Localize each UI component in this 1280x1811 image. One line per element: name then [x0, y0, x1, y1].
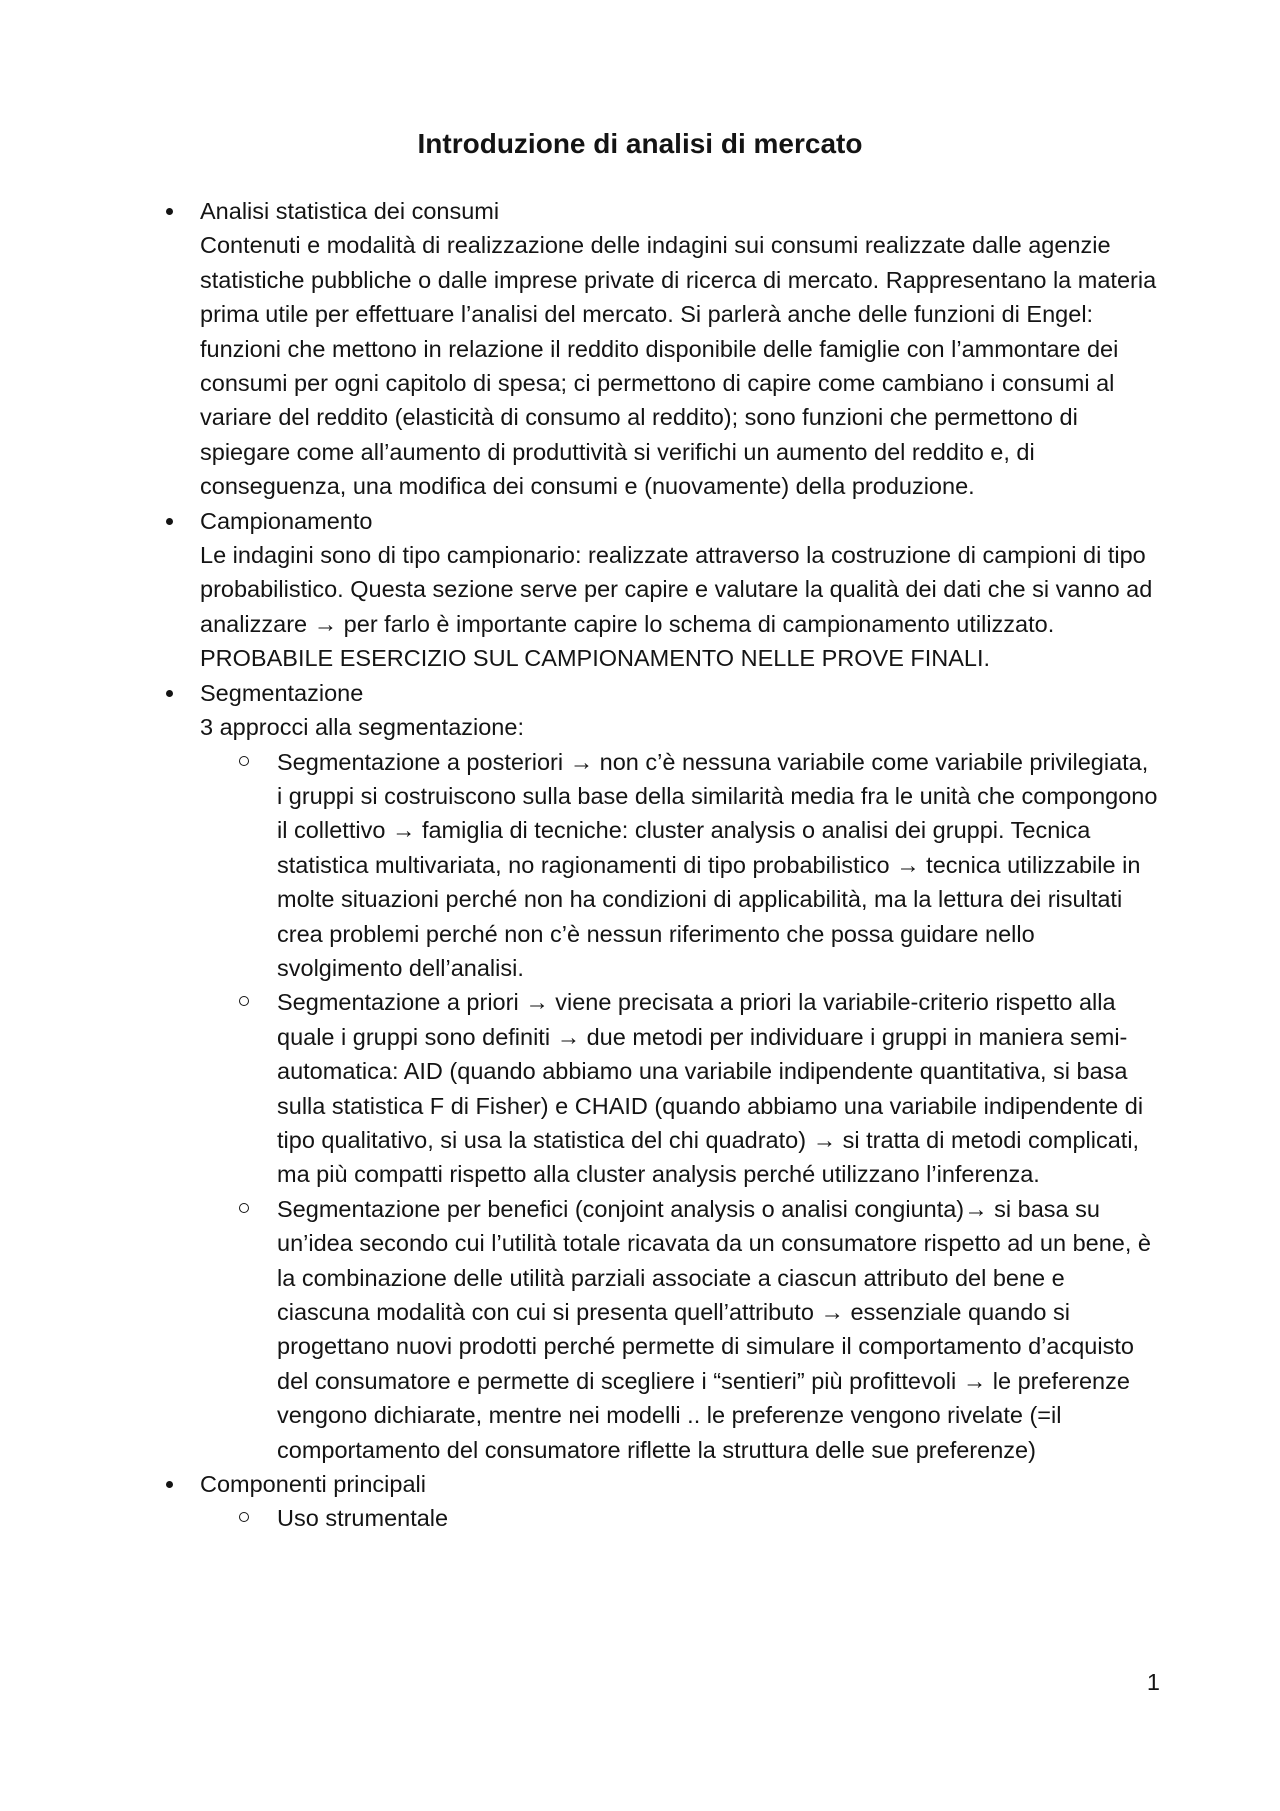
section-text: Contenuti e modalità di realizzazione delle indagini sui consumi realizzate dalle agenzie statistiche pubbliche o dalle imprese private di ricerca di mercato. Rappresentano la materia prima utile per effettuare l’analisi del mercato. Si parlerà anche delle funzioni di Engel: funzioni che mettono in relazione il reddito disponibile delle famiglie con l’ammontare dei consumi per ogni capitolo di spesa; ci permettono di capire come cambiano i consumi al variare del reddito (elasticità di consumo al reddito); sono funzioni che permettono di spiegare come all’aumento di produttività si verifichi un aumento del reddito e, di conseguenza, una modifica dei consumi e (nuovamente) della produzione.	[200, 232, 1157, 500]
section-heading: Campionamento	[200, 507, 373, 534]
list-item: Segmentazione a priori → viene precisata a priori la variabile-criterio rispetto alla quale i gruppi sono definiti → due metodi per individuare i gruppi in maniera semi-automatica: AID (quando abbiamo una variabile indipendente quantitativa, si basa sulla statistica F di Fisher) e CHAID (quando abbiamo una variabile indipendente di tipo qualitativo, si usa la statistica del chi quadrato) → si tratta di metodi complicati, ma più compatti rispetto alla cluster analysis perché utilizzano l’inferenza.	[277, 985, 1160, 1191]
section-heading: Componenti principali	[200, 1471, 426, 1498]
section-componenti-principali	[200, 1467, 1160, 1536]
section-intro: 3 approcci alla segmentazione:	[200, 714, 524, 741]
section-campionamento	[200, 504, 1160, 676]
list-item: Uso strumentale	[277, 1501, 1160, 1535]
page-title: Introduzione di analisi di mercato	[417, 128, 863, 159]
list-item: Segmentazione per benefici (conjoint analysis o analisi congiunta)→ si basa su un’idea secondo cui l’utilità totale ricavata da un consumatore rispetto ad un bene, è la combinazione delle utilità parziali associate a ciascun attributo del bene e ciascuna modalità con cui si presenta quell’attributo → essenziale quando si progettano nuovi prodotti perché permette di simulare il comportamento d’acquisto del consumatore e permette di scegliere i “sentieri” più profittevoli → le preferenze vengono dichiarate, mentre nei modelli .. le preferenze vengono rivelate (=il comportamento del consumatore riflette la struttura delle sue preferenze)	[277, 1192, 1160, 1467]
page-number: 1	[1146, 1669, 1160, 1695]
sub-list	[200, 745, 1160, 1468]
section-heading: Analisi statistica dei consumi	[200, 198, 500, 224]
section-heading: Segmentazione	[200, 679, 364, 706]
section-analisi-statistica	[200, 194, 1160, 504]
section-text: Le indagini sono di tipo campionario: realizzate attraverso la costruzione di campioni di tipo probabilistico. Questa sezione serve per capire e valutare la qualità dei dati che si vanno ad analizzare → per farlo è importante capire lo schema di campionamento utilizzato. PROBABILE ESERCIZIO SUL CAMPIONAMENTO NELLE PROVE FINALI.	[200, 542, 1153, 672]
sub-list	[200, 1501, 1160, 1535]
section-segmentazione	[200, 676, 1160, 1467]
section-list	[200, 194, 1160, 1536]
document-body	[200, 194, 1160, 1536]
list-item: Segmentazione a posteriori → non c’è nessuna variabile come variabile privilegiata, i gruppi si costruiscono sulla base della similarità media fra le unità che compongono il collettivo → famiglia di tecniche: cluster analysis o analisi dei gruppi. Tecnica statistica multivariata, no ragionamenti di tipo probabilistico → tecnica utilizzabile in molte situazioni perché non ha condizioni di applicabilità, ma la lettura dei risultati crea problemi perché non c’è nessun riferimento che possa guidare nello svolgimento dell’analisi.	[277, 745, 1160, 986]
